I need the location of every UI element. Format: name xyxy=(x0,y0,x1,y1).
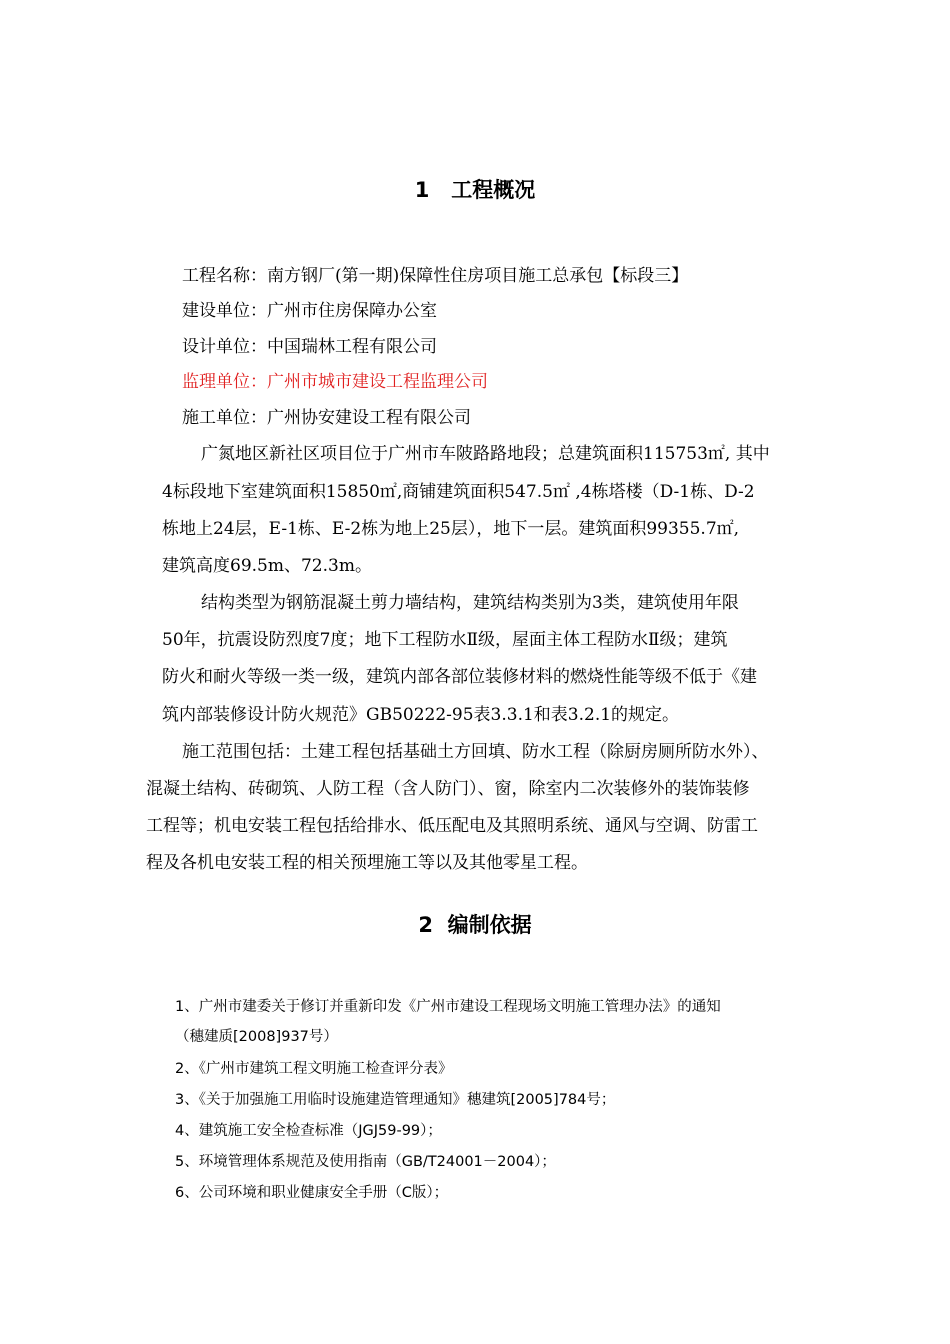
section-1-title: 1 工程概况 xyxy=(414,178,536,202)
contractor-unit-line: 施工单位：广州协安建设工程有限公司 xyxy=(182,408,471,428)
scope-line: 工程等；机电安装工程包括给排水、低压配电及其照明系统、通风与空调、防雷工 xyxy=(146,816,758,836)
overview-line: 广氮地区新社区项目位于广州市车陂路路地段；总建筑面积115753㎡, 其中 xyxy=(201,444,770,464)
reference-item: （穗建质[2008]937号） xyxy=(175,1029,338,1045)
overview-line: 4标段地下室建筑面积15850㎡,商铺建筑面积547.5㎡ ,4栋塔楼（D-1栋、D-2 xyxy=(162,482,755,502)
reference-item: 3、《关于加强施工用临时设施建造管理通知》穗建筑[2005]784号； xyxy=(175,1092,616,1108)
scope-line: 程及各机电安装工程的相关预埋施工等以及其他零星工程。 xyxy=(146,853,588,873)
reference-item: 5、环境管理体系规范及使用指南（GB/T24001－2004）； xyxy=(175,1154,556,1170)
structure-line: 防火和耐火等级一类一级，建筑内部各部位装修材料的燃烧性能等级不低于《建 xyxy=(162,667,757,687)
structure-line: 结构类型为钢筋混凝土剪力墙结构，建筑结构类别为3类，建筑使用年限 xyxy=(201,593,739,613)
reference-item: 2、《广州市建筑工程文明施工检查评分表》 xyxy=(175,1061,453,1077)
project-name-line: 工程名称：南方钢厂(第一期)保障性住房项目施工总承包【标段三】 xyxy=(182,266,689,286)
design-unit-line: 设计单位：中国瑞林工程有限公司 xyxy=(182,337,437,357)
reference-item: 4、建筑施工安全检查标准（JGJ59-99）； xyxy=(175,1123,442,1139)
scope-line: 施工范围包括：土建工程包括基础土方回填、防水工程（除厨房厕所防水外）、 xyxy=(182,742,769,762)
structure-line: 筑内部装修设计防火规范》GB50222-95表3.3.1和表3.2.1的规定。 xyxy=(162,705,680,725)
reference-item: 6、公司环境和职业健康安全手册（C版）； xyxy=(175,1185,449,1201)
scope-line: 混凝土结构、砖砌筑、人防工程（含人防门）、窗，除室内二次装修外的装饰装修 xyxy=(146,779,750,799)
reference-item: 1、广州市建委关于修订并重新印发《广州市建设工程现场文明施工管理办法》的通知 xyxy=(175,999,721,1015)
overview-line: 栋地上24层，E-1栋、E-2栋为地上25层），地下一层。建筑面积99355.7㎡, xyxy=(162,519,740,539)
client-unit-line: 建设单位：广州市住房保障办公室 xyxy=(182,301,437,321)
supervisor-unit-line: 监理单位：广州市城市建设工程监理公司 xyxy=(182,372,488,392)
section-2-title: 2 编制依据 xyxy=(418,913,532,937)
overview-line: 建筑高度69.5m、72.3m。 xyxy=(162,556,372,576)
structure-line: 50年，抗震设防烈度7度；地下工程防水Ⅱ级，屋面主体工程防水Ⅱ级；建筑 xyxy=(162,630,728,650)
